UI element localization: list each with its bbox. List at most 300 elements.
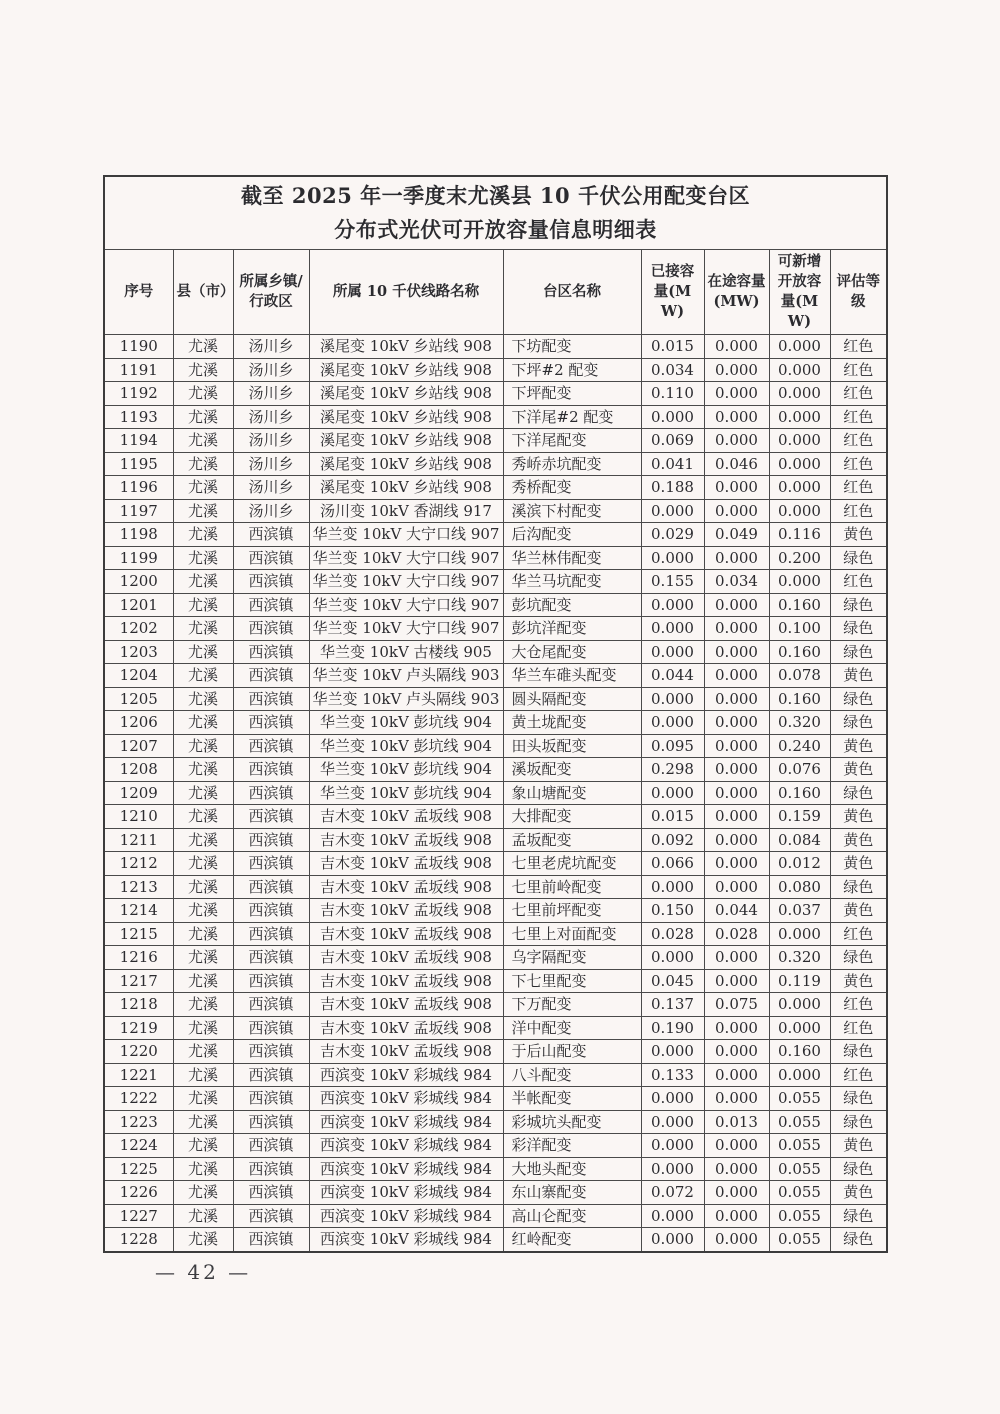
- cell-new-open-mw: 0.159: [769, 805, 830, 829]
- cell-no: 1218: [104, 993, 173, 1017]
- cell-line-name: 华兰变 10kV 彭坑线 904: [309, 734, 503, 758]
- table-row: [104, 617, 887, 641]
- cell-no: 1202: [104, 617, 173, 641]
- table-row: [104, 781, 887, 805]
- cell-new-open-mw: 0.160: [769, 593, 830, 617]
- table-row: [104, 1134, 887, 1158]
- cell-no: 1208: [104, 758, 173, 782]
- cell-new-open-mw: 0.076: [769, 758, 830, 782]
- cell-line-name: 吉木变 10kV 孟坂线 908: [309, 969, 503, 993]
- cell-in-transit-mw: 0.000: [704, 546, 769, 570]
- cell-line-name: 华兰变 10kV 大宁口线 907: [309, 617, 503, 641]
- cell-connected-mw: 0.137: [641, 993, 704, 1017]
- cell-in-transit-mw: 0.044: [704, 899, 769, 923]
- cell-in-transit-mw: 0.000: [704, 1157, 769, 1181]
- cell-connected-mw: 0.000: [641, 1040, 704, 1064]
- cell-line-name: 溪尾变 10kV 乡站线 908: [309, 429, 503, 453]
- cell-in-transit-mw: 0.000: [704, 852, 769, 876]
- cell-in-transit-mw: 0.000: [704, 875, 769, 899]
- cell-connected-mw: 0.150: [641, 899, 704, 923]
- cell-no: 1203: [104, 640, 173, 664]
- cell-township: 汤川乡: [233, 452, 309, 476]
- cell-no: 1219: [104, 1016, 173, 1040]
- cell-new-open-mw: 0.119: [769, 969, 830, 993]
- cell-county: 尤溪: [173, 617, 233, 641]
- cell-rating: 红色: [830, 499, 887, 523]
- column-header-no: 序号: [104, 250, 173, 335]
- cell-township: 西滨镇: [233, 758, 309, 782]
- cell-no: 1225: [104, 1157, 173, 1181]
- cell-in-transit-mw: 0.000: [704, 664, 769, 688]
- cell-rating: 红色: [830, 429, 887, 453]
- cell-county: 尤溪: [173, 711, 233, 735]
- cell-township: 西滨镇: [233, 1134, 309, 1158]
- cell-new-open-mw: 0.000: [769, 570, 830, 594]
- table-title-row: [104, 176, 887, 250]
- column-header-rating: 评估等级: [830, 250, 887, 335]
- cell-connected-mw: 0.041: [641, 452, 704, 476]
- cell-connected-mw: 0.000: [641, 781, 704, 805]
- cell-line-name: 华兰变 10kV 卢头隔线 903: [309, 664, 503, 688]
- cell-area-name: 东山寨配变: [503, 1181, 641, 1205]
- cell-rating: 绿色: [830, 946, 887, 970]
- cell-township: 西滨镇: [233, 1016, 309, 1040]
- cell-line-name: 西滨变 10kV 彩城线 984: [309, 1228, 503, 1252]
- cell-line-name: 溪尾变 10kV 乡站线 908: [309, 335, 503, 359]
- cell-new-open-mw: 0.160: [769, 687, 830, 711]
- cell-county: 尤溪: [173, 429, 233, 453]
- table-row: [104, 711, 887, 735]
- cell-area-name: 下洋尾配变: [503, 429, 641, 453]
- column-header-county: 县（市）: [173, 250, 233, 335]
- cell-line-name: 吉木变 10kV 孟坂线 908: [309, 1016, 503, 1040]
- cell-township: 西滨镇: [233, 899, 309, 923]
- cell-rating: 绿色: [830, 1157, 887, 1181]
- cell-line-name: 溪尾变 10kV 乡站线 908: [309, 358, 503, 382]
- cell-township: 西滨镇: [233, 1063, 309, 1087]
- cell-line-name: 西滨变 10kV 彩城线 984: [309, 1157, 503, 1181]
- table-title-line1: 截至 2025 年一季度末尤溪县 10 千伏公用配变台区: [241, 183, 750, 208]
- cell-in-transit-mw: 0.000: [704, 1040, 769, 1064]
- cell-new-open-mw: 0.037: [769, 899, 830, 923]
- cell-rating: 黄色: [830, 758, 887, 782]
- cell-rating: 绿色: [830, 617, 887, 641]
- cell-county: 尤溪: [173, 1134, 233, 1158]
- cell-in-transit-mw: 0.000: [704, 405, 769, 429]
- cell-connected-mw: 0.000: [641, 1110, 704, 1134]
- cell-county: 尤溪: [173, 1157, 233, 1181]
- cell-no: 1222: [104, 1087, 173, 1111]
- cell-connected-mw: 0.000: [641, 711, 704, 735]
- cell-area-name: 圆头隔配变: [503, 687, 641, 711]
- cell-no: 1210: [104, 805, 173, 829]
- cell-connected-mw: 0.000: [641, 875, 704, 899]
- cell-no: 1224: [104, 1134, 173, 1158]
- cell-area-name: 后沟配变: [503, 523, 641, 547]
- cell-no: 1215: [104, 922, 173, 946]
- table-row: [104, 993, 887, 1017]
- cell-new-open-mw: 0.116: [769, 523, 830, 547]
- cell-in-transit-mw: 0.000: [704, 1228, 769, 1252]
- cell-county: 尤溪: [173, 781, 233, 805]
- cell-no: 1206: [104, 711, 173, 735]
- table-row: [104, 476, 887, 500]
- cell-county: 尤溪: [173, 358, 233, 382]
- cell-in-transit-mw: 0.000: [704, 805, 769, 829]
- cell-county: 尤溪: [173, 852, 233, 876]
- table-row: [104, 1228, 887, 1252]
- cell-rating: 红色: [830, 405, 887, 429]
- cell-connected-mw: 0.000: [641, 946, 704, 970]
- cell-area-name: 大排配变: [503, 805, 641, 829]
- cell-county: 尤溪: [173, 546, 233, 570]
- cell-area-name: 下坊配变: [503, 335, 641, 359]
- cell-line-name: 华兰变 10kV 大宁口线 907: [309, 593, 503, 617]
- cell-line-name: 溪尾变 10kV 乡站线 908: [309, 476, 503, 500]
- table-row: [104, 852, 887, 876]
- cell-line-name: 华兰变 10kV 彭坑线 904: [309, 711, 503, 735]
- cell-connected-mw: 0.000: [641, 640, 704, 664]
- cell-township: 汤川乡: [233, 335, 309, 359]
- cell-area-name: 彩洋配变: [503, 1134, 641, 1158]
- cell-rating: 绿色: [830, 1204, 887, 1228]
- cell-connected-mw: 0.095: [641, 734, 704, 758]
- cell-township: 汤川乡: [233, 499, 309, 523]
- cell-no: 1198: [104, 523, 173, 547]
- table-title-line2: 分布式光伏可开放容量信息明细表: [334, 217, 657, 242]
- cell-connected-mw: 0.000: [641, 499, 704, 523]
- cell-township: 西滨镇: [233, 1040, 309, 1064]
- cell-county: 尤溪: [173, 1181, 233, 1205]
- cell-county: 尤溪: [173, 805, 233, 829]
- cell-county: 尤溪: [173, 922, 233, 946]
- cell-new-open-mw: 0.000: [769, 429, 830, 453]
- cell-county: 尤溪: [173, 1063, 233, 1087]
- cell-township: 西滨镇: [233, 617, 309, 641]
- cell-township: 西滨镇: [233, 1228, 309, 1252]
- cell-line-name: 西滨变 10kV 彩城线 984: [309, 1204, 503, 1228]
- cell-township: 西滨镇: [233, 1157, 309, 1181]
- table-row: [104, 358, 887, 382]
- cell-new-open-mw: 0.055: [769, 1157, 830, 1181]
- table-row: [104, 382, 887, 406]
- cell-township: 西滨镇: [233, 969, 309, 993]
- cell-township: 西滨镇: [233, 993, 309, 1017]
- cell-in-transit-mw: 0.000: [704, 828, 769, 852]
- cell-no: 1197: [104, 499, 173, 523]
- cell-county: 尤溪: [173, 1228, 233, 1252]
- cell-no: 1211: [104, 828, 173, 852]
- cell-connected-mw: 0.069: [641, 429, 704, 453]
- cell-line-name: 西滨变 10kV 彩城线 984: [309, 1134, 503, 1158]
- cell-county: 尤溪: [173, 405, 233, 429]
- cell-area-name: 溪滨下村配变: [503, 499, 641, 523]
- table-row: [104, 523, 887, 547]
- cell-county: 尤溪: [173, 899, 233, 923]
- table-row: [104, 570, 887, 594]
- table-row: [104, 969, 887, 993]
- cell-no: 1201: [104, 593, 173, 617]
- cell-county: 尤溪: [173, 734, 233, 758]
- cell-area-name: 秀桥配变: [503, 476, 641, 500]
- cell-county: 尤溪: [173, 969, 233, 993]
- cell-new-open-mw: 0.200: [769, 546, 830, 570]
- cell-area-name: 乌字隔配变: [503, 946, 641, 970]
- cell-area-name: 华兰林伟配变: [503, 546, 641, 570]
- cell-rating: 黄色: [830, 1134, 887, 1158]
- cell-new-open-mw: 0.055: [769, 1204, 830, 1228]
- cell-county: 尤溪: [173, 452, 233, 476]
- cell-connected-mw: 0.155: [641, 570, 704, 594]
- cell-township: 西滨镇: [233, 546, 309, 570]
- cell-rating: 红色: [830, 382, 887, 406]
- cell-county: 尤溪: [173, 828, 233, 852]
- cell-area-name: 下万配变: [503, 993, 641, 1017]
- table-row: [104, 335, 887, 359]
- cell-area-name: 八斗配变: [503, 1063, 641, 1087]
- cell-in-transit-mw: 0.000: [704, 734, 769, 758]
- cell-new-open-mw: 0.000: [769, 452, 830, 476]
- cell-connected-mw: 0.034: [641, 358, 704, 382]
- cell-rating: 红色: [830, 922, 887, 946]
- cell-area-name: 下七里配变: [503, 969, 641, 993]
- cell-township: 西滨镇: [233, 781, 309, 805]
- cell-area-name: 下坪#2 配变: [503, 358, 641, 382]
- cell-county: 尤溪: [173, 875, 233, 899]
- cell-township: 西滨镇: [233, 711, 309, 735]
- cell-in-transit-mw: 0.000: [704, 499, 769, 523]
- cell-rating: 绿色: [830, 687, 887, 711]
- column-header-connected-mw: 已接容量(MW): [641, 250, 704, 335]
- cell-in-transit-mw: 0.000: [704, 687, 769, 711]
- cell-in-transit-mw: 0.000: [704, 617, 769, 641]
- cell-line-name: 华兰变 10kV 大宁口线 907: [309, 570, 503, 594]
- page-number: — 42 —: [155, 1260, 252, 1284]
- cell-connected-mw: 0.000: [641, 1087, 704, 1111]
- cell-township: 西滨镇: [233, 875, 309, 899]
- cell-area-name: 高山仑配变: [503, 1204, 641, 1228]
- cell-connected-mw: 0.045: [641, 969, 704, 993]
- cell-area-name: 田头坂配变: [503, 734, 641, 758]
- cell-connected-mw: 0.044: [641, 664, 704, 688]
- cell-rating: 黄色: [830, 1181, 887, 1205]
- cell-township: 汤川乡: [233, 476, 309, 500]
- table-row: [104, 922, 887, 946]
- table-row: [104, 1087, 887, 1111]
- cell-line-name: 华兰变 10kV 大宁口线 907: [309, 523, 503, 547]
- cell-in-transit-mw: 0.000: [704, 1134, 769, 1158]
- cell-rating: 绿色: [830, 781, 887, 805]
- cell-line-name: 吉木变 10kV 孟坂线 908: [309, 828, 503, 852]
- cell-in-transit-mw: 0.000: [704, 335, 769, 359]
- cell-line-name: 西滨变 10kV 彩城线 984: [309, 1181, 503, 1205]
- cell-rating: 红色: [830, 993, 887, 1017]
- cell-connected-mw: 0.110: [641, 382, 704, 406]
- cell-connected-mw: 0.029: [641, 523, 704, 547]
- column-header-new-open-mw: 可新增开放容量(MW): [769, 250, 830, 335]
- cell-in-transit-mw: 0.075: [704, 993, 769, 1017]
- table-body: [104, 335, 887, 1252]
- table-title: [104, 176, 887, 250]
- cell-connected-mw: 0.298: [641, 758, 704, 782]
- cell-rating: 绿色: [830, 1110, 887, 1134]
- cell-in-transit-mw: 0.000: [704, 1016, 769, 1040]
- cell-connected-mw: 0.000: [641, 405, 704, 429]
- cell-line-name: 吉木变 10kV 孟坂线 908: [309, 852, 503, 876]
- cell-in-transit-mw: 0.000: [704, 1181, 769, 1205]
- cell-county: 尤溪: [173, 1110, 233, 1134]
- cell-no: 1194: [104, 429, 173, 453]
- table-row: [104, 1204, 887, 1228]
- cell-area-name: 彭坑洋配变: [503, 617, 641, 641]
- cell-no: 1204: [104, 664, 173, 688]
- cell-new-open-mw: 0.084: [769, 828, 830, 852]
- table-row: [104, 758, 887, 782]
- cell-new-open-mw: 0.000: [769, 922, 830, 946]
- cell-line-name: 华兰变 10kV 卢头隔线 903: [309, 687, 503, 711]
- cell-rating: 红色: [830, 476, 887, 500]
- cell-no: 1195: [104, 452, 173, 476]
- cell-township: 汤川乡: [233, 358, 309, 382]
- table-row: [104, 946, 887, 970]
- table-row: [104, 1110, 887, 1134]
- cell-line-name: 华兰变 10kV 古楼线 905: [309, 640, 503, 664]
- cell-new-open-mw: 0.000: [769, 405, 830, 429]
- cell-line-name: 西滨变 10kV 彩城线 984: [309, 1063, 503, 1087]
- column-header-township: 所属乡镇/行政区: [233, 250, 309, 335]
- pv-capacity-table: [103, 175, 888, 1253]
- cell-area-name: 下洋尾#2 配变: [503, 405, 641, 429]
- cell-county: 尤溪: [173, 476, 233, 500]
- cell-no: 1221: [104, 1063, 173, 1087]
- cell-township: 汤川乡: [233, 405, 309, 429]
- cell-in-transit-mw: 0.000: [704, 640, 769, 664]
- cell-area-name: 孟坂配变: [503, 828, 641, 852]
- table-row: [104, 1157, 887, 1181]
- cell-county: 尤溪: [173, 1016, 233, 1040]
- cell-line-name: 吉木变 10kV 孟坂线 908: [309, 875, 503, 899]
- cell-line-name: 汤川变 10kV 香湖线 917: [309, 499, 503, 523]
- table-row: [104, 593, 887, 617]
- cell-rating: 红色: [830, 1016, 887, 1040]
- cell-area-name: 半帐配变: [503, 1087, 641, 1111]
- table-row: [104, 1181, 887, 1205]
- cell-in-transit-mw: 0.000: [704, 1087, 769, 1111]
- table-row: [104, 1063, 887, 1087]
- cell-no: 1193: [104, 405, 173, 429]
- table-row: [104, 429, 887, 453]
- cell-connected-mw: 0.188: [641, 476, 704, 500]
- cell-connected-mw: 0.092: [641, 828, 704, 852]
- cell-rating: 绿色: [830, 875, 887, 899]
- cell-in-transit-mw: 0.000: [704, 476, 769, 500]
- cell-rating: 黄色: [830, 969, 887, 993]
- cell-in-transit-mw: 0.000: [704, 758, 769, 782]
- cell-line-name: 吉木变 10kV 孟坂线 908: [309, 946, 503, 970]
- table-row: [104, 875, 887, 899]
- cell-in-transit-mw: 0.000: [704, 711, 769, 735]
- cell-new-open-mw: 0.012: [769, 852, 830, 876]
- cell-rating: 黄色: [830, 734, 887, 758]
- cell-connected-mw: 0.000: [641, 1228, 704, 1252]
- cell-township: 西滨镇: [233, 946, 309, 970]
- cell-rating: 绿色: [830, 1040, 887, 1064]
- cell-township: 西滨镇: [233, 664, 309, 688]
- cell-in-transit-mw: 0.000: [704, 382, 769, 406]
- cell-no: 1196: [104, 476, 173, 500]
- cell-connected-mw: 0.066: [641, 852, 704, 876]
- cell-no: 1227: [104, 1204, 173, 1228]
- cell-rating: 黄色: [830, 852, 887, 876]
- table-row: [104, 899, 887, 923]
- cell-connected-mw: 0.000: [641, 593, 704, 617]
- column-header-line-name: 所属 10 千伏线路名称: [309, 250, 503, 335]
- table-row: [104, 499, 887, 523]
- cell-connected-mw: 0.000: [641, 1204, 704, 1228]
- cell-county: 尤溪: [173, 570, 233, 594]
- cell-connected-mw: 0.000: [641, 546, 704, 570]
- cell-new-open-mw: 0.240: [769, 734, 830, 758]
- cell-township: 西滨镇: [233, 1181, 309, 1205]
- cell-no: 1217: [104, 969, 173, 993]
- cell-in-transit-mw: 0.000: [704, 781, 769, 805]
- cell-no: 1212: [104, 852, 173, 876]
- cell-rating: 黄色: [830, 828, 887, 852]
- cell-no: 1207: [104, 734, 173, 758]
- cell-township: 西滨镇: [233, 734, 309, 758]
- cell-line-name: 溪尾变 10kV 乡站线 908: [309, 382, 503, 406]
- table-row: [104, 687, 887, 711]
- cell-township: 西滨镇: [233, 1204, 309, 1228]
- cell-connected-mw: 0.000: [641, 687, 704, 711]
- cell-no: 1190: [104, 335, 173, 359]
- cell-in-transit-mw: 0.000: [704, 429, 769, 453]
- cell-area-name: 红岭配变: [503, 1228, 641, 1252]
- cell-connected-mw: 0.072: [641, 1181, 704, 1205]
- table-row: [104, 546, 887, 570]
- cell-rating: 黄色: [830, 523, 887, 547]
- cell-new-open-mw: 0.055: [769, 1087, 830, 1111]
- cell-line-name: 华兰变 10kV 彭坑线 904: [309, 758, 503, 782]
- cell-township: 汤川乡: [233, 382, 309, 406]
- cell-rating: 绿色: [830, 1228, 887, 1252]
- cell-township: 西滨镇: [233, 1110, 309, 1134]
- cell-connected-mw: 0.015: [641, 335, 704, 359]
- cell-in-transit-mw: 0.013: [704, 1110, 769, 1134]
- cell-line-name: 吉木变 10kV 孟坂线 908: [309, 922, 503, 946]
- cell-line-name: 吉木变 10kV 孟坂线 908: [309, 993, 503, 1017]
- cell-in-transit-mw: 0.028: [704, 922, 769, 946]
- cell-no: 1228: [104, 1228, 173, 1252]
- cell-township: 西滨镇: [233, 687, 309, 711]
- cell-in-transit-mw: 0.034: [704, 570, 769, 594]
- cell-new-open-mw: 0.055: [769, 1228, 830, 1252]
- cell-area-name: 七里前坪配变: [503, 899, 641, 923]
- cell-county: 尤溪: [173, 758, 233, 782]
- cell-county: 尤溪: [173, 993, 233, 1017]
- cell-connected-mw: 0.015: [641, 805, 704, 829]
- cell-new-open-mw: 0.000: [769, 335, 830, 359]
- table-row: [104, 452, 887, 476]
- cell-rating: 红色: [830, 335, 887, 359]
- cell-area-name: 秀峤赤坑配变: [503, 452, 641, 476]
- cell-township: 西滨镇: [233, 640, 309, 664]
- cell-county: 尤溪: [173, 1087, 233, 1111]
- table-header-row: [104, 250, 887, 335]
- cell-area-name: 大地头配变: [503, 1157, 641, 1181]
- cell-connected-mw: 0.028: [641, 922, 704, 946]
- cell-new-open-mw: 0.055: [769, 1181, 830, 1205]
